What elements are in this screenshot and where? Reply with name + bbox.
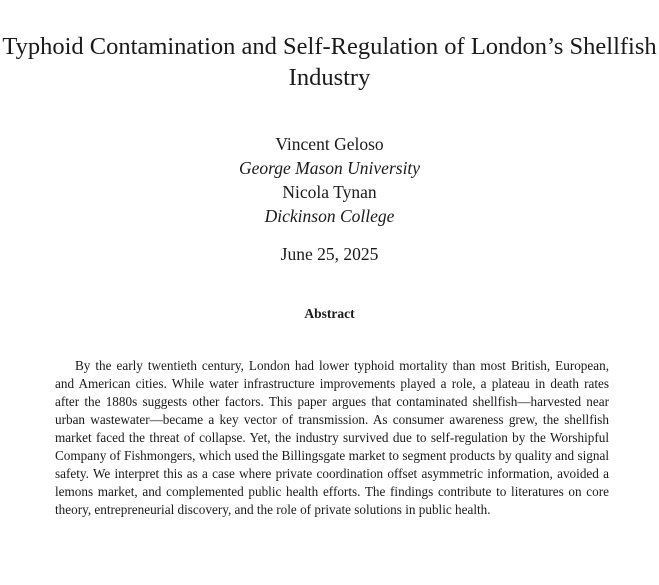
author-name: Vincent Geloso: [275, 134, 384, 154]
abstract-text: By the early twentieth century, London had lower typhoid mortality than most British, European, and American cities. While water infrastructure improvements played a role, a plateau in death rates after the 1880s suggests other factors. This paper argues that contaminated shellfish—harvested near urban wastewater—became a key vector of transmission. As consumer awareness grew, the shellfish market faced the threat of collapse. Yet, the industry survived due to self-regulation by the Worshipful Company of Fishmongers, which used the Billingsgate market to segment products by quality and signal safety. We interpret this as a case where private coordination offset asymmetric information, avoided a lemons market, and complemented public health efforts. The findings contribute to literatures on core theory, entrepreneurial discovery, and the role of private solutions in public health.: [55, 358, 609, 517]
paper-date: June 25, 2025: [280, 244, 379, 264]
paper-title: Typhoid Contamination and Self-Regulation of London’s Shellfish Industry: [2, 33, 657, 91]
author-name: Nicola Tynan: [282, 182, 377, 202]
abstract-heading: Abstract: [304, 306, 355, 321]
author-affiliation: George Mason University: [238, 158, 421, 178]
author-block: [0, 132, 659, 228]
author-affiliation: Dickinson College: [264, 206, 395, 226]
